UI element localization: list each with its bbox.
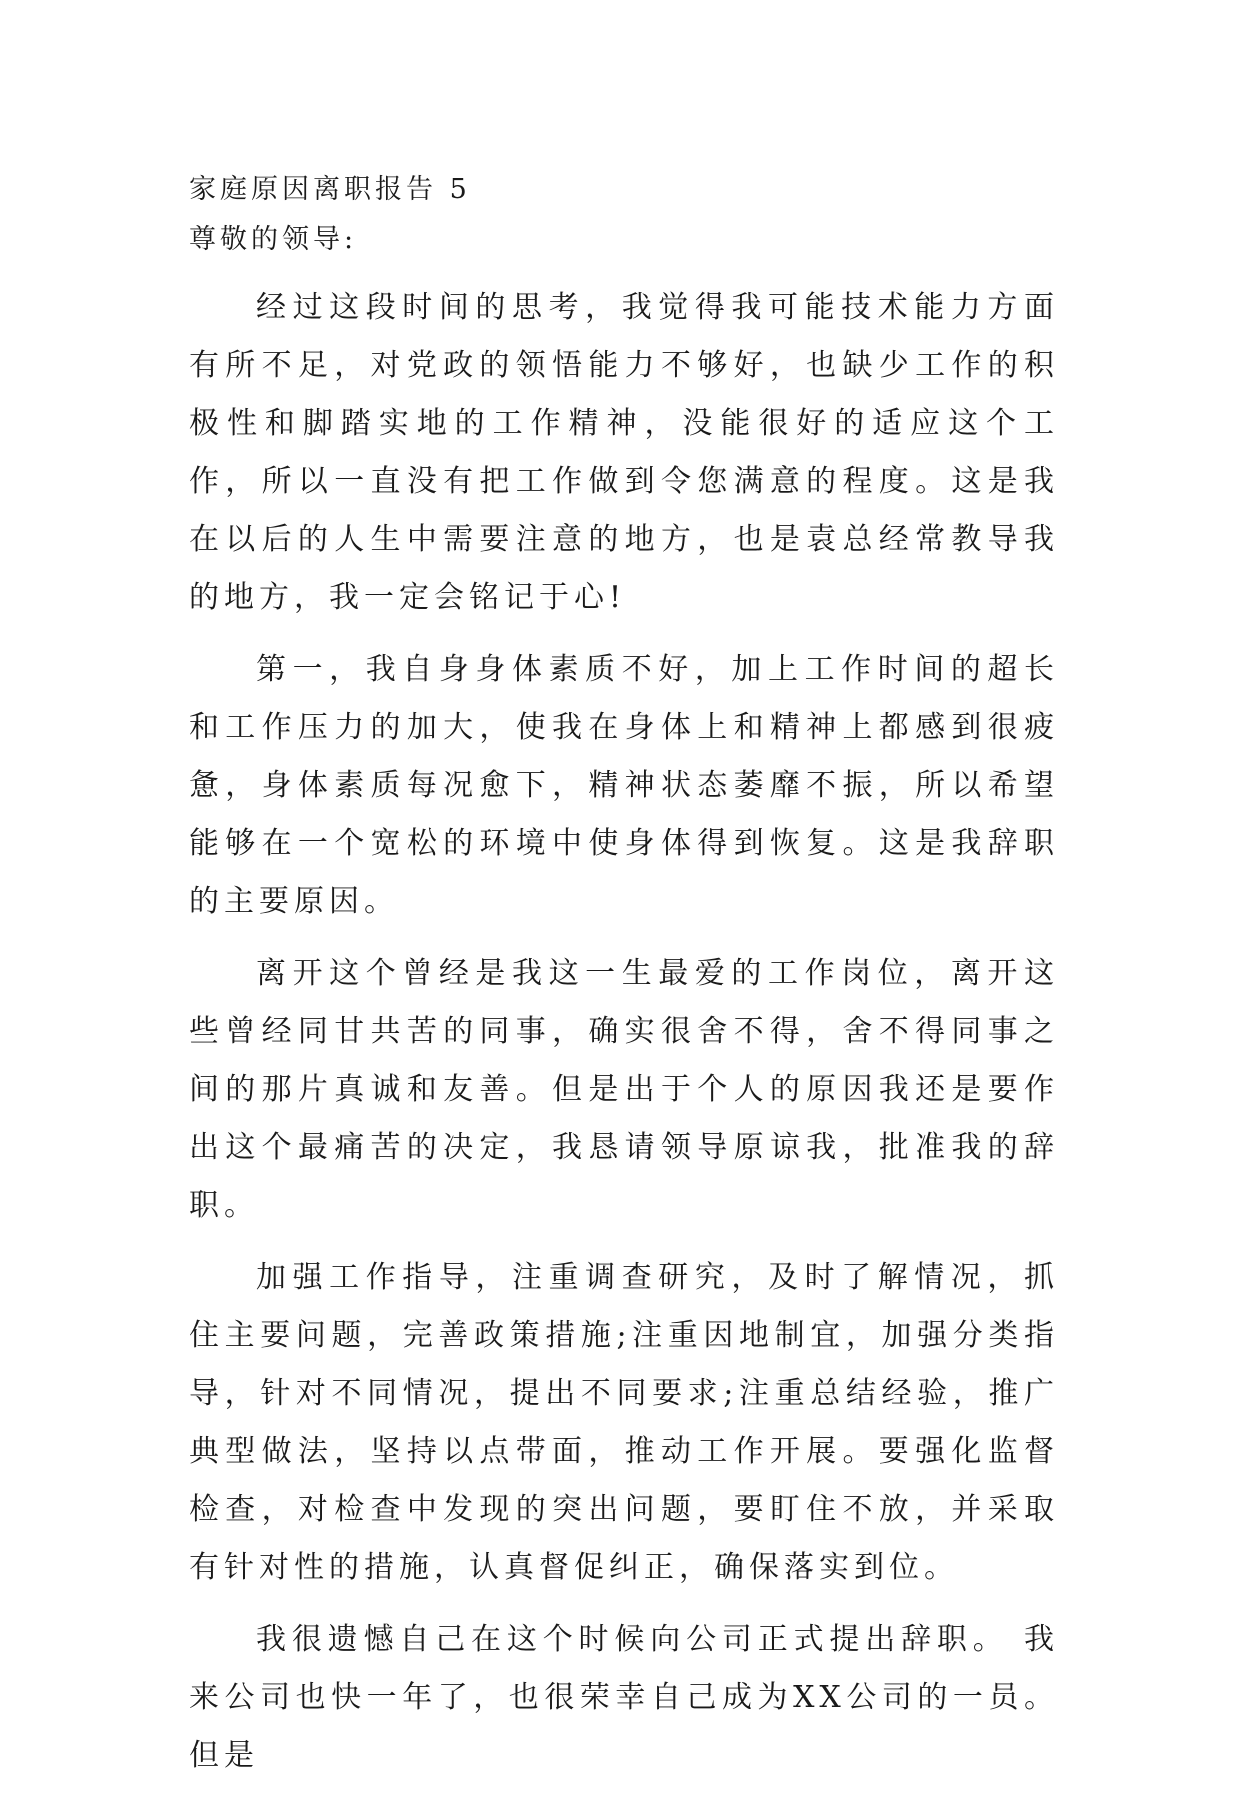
salutation: 尊敬的领导: bbox=[189, 224, 358, 255]
paragraph-3: 离开这个曾经是我这一生最爱的工作岗位，离开这些曾经同甘共苦的同事，确实很舍不得，舍不得同事之间的那片真诚和友善。但是出于个人的原因我还是要作出这个最痛苦的决定，我恳请领导原谅我，批准我的辞职。 bbox=[189, 956, 1059, 1223]
document-title: 家庭原因离职报告 5 bbox=[189, 174, 471, 205]
paragraph-1: 经过这段时间的思考，我觉得我可能技术能力方面有所不足，对党政的领悟能力不够好，也缺少工作的积极性和脚踏实地的工作精神，没能很好的适应这个工作，所以一直没有把工作做到令您满意的程度。这是我在以后的人生中需要注意的地方，也是袁总经常教导我的地方，我一定会铭记于心! bbox=[189, 290, 1059, 615]
paragraph-5: 我很遗憾自己在这个时候向公司正式提出辞职。 我来公司也快一年了，也很荣幸自己成为XX公司的一员。 但是 bbox=[189, 1622, 1059, 1773]
paragraph-2: 第一，我自身身体素质不好，加上工作时间的超长和工作压力的加大，使我在身体上和精神上都感到很疲惫，身体素质每况愈下，精神状态萎靡不振，所以希望能够在一个宽松的环境中使身体得到恢复。这是我辞职的主要原因。 bbox=[189, 652, 1059, 919]
document-body bbox=[189, 165, 1059, 1799]
paragraph-4: 加强工作指导，注重调查研究，及时了解情况，抓住主要问题，完善政策措施;注重因地制宜，加强分类指导，针对不同情况，提出不同要求;注重总结经验，推广典型做法，坚持以点带面，推动工作开展。要强化监督检查，对检查中发现的突出问题，要盯住不放，并采取有针对性的措施，认真督促纠正，确保落实到位。 bbox=[189, 1260, 1059, 1585]
